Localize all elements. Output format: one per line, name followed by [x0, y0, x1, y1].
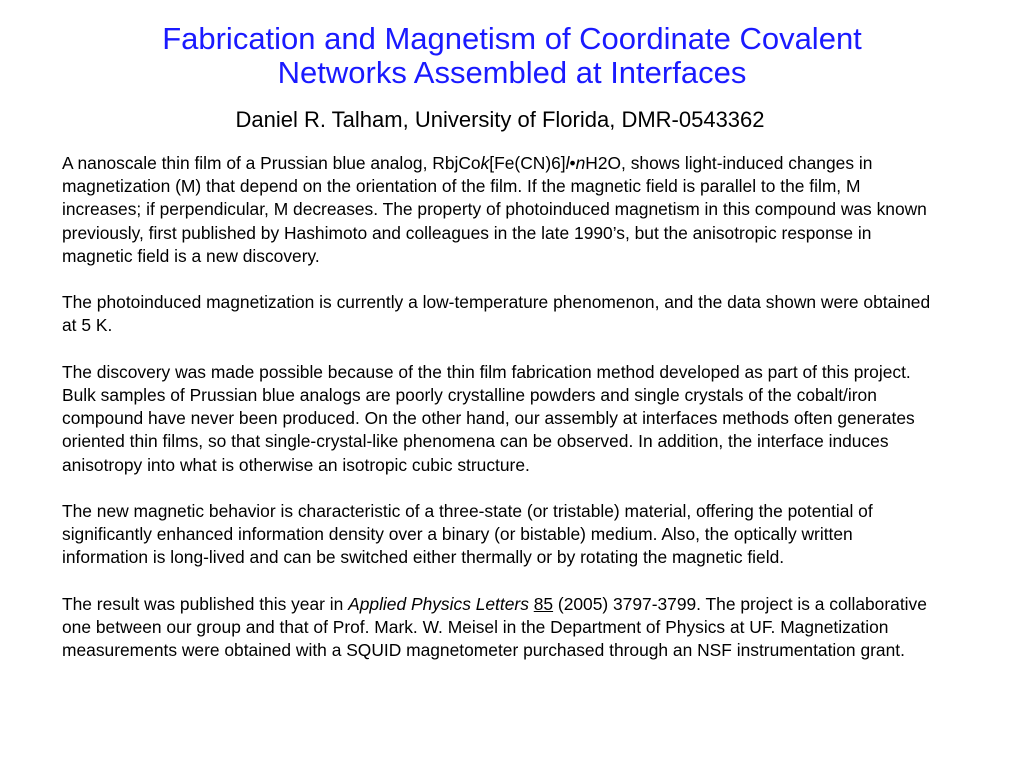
journal-volume: 85: [533, 593, 554, 614]
paragraph-3: The discovery was made possible because of the thin film fabrication method developed as part of this project. Bulk samples of Prussian blue analogs are poorly crystalline powders and single crystals of the cobalt/iron compound have never been produced. On the other hand, our assembly at interfaces methods often generates oriented thin films, so that single-crystal-like phenomena can be observed. In addition, the interface induces anisotropy into what is otherwise an isotropic cubic structure.: [62, 361, 915, 475]
paragraph-2: The photoinduced magnetization is currently a low-temperature phenomenon, and the data shown were obtained at 5 K.: [62, 292, 931, 336]
p1-bullet: •: [569, 153, 576, 173]
author-line: Daniel R. Talham, University of Florida, DMR-0543362: [235, 107, 765, 132]
p1-subscript-l: l: [565, 153, 570, 173]
journal-name: Applied Physics Letters: [348, 593, 529, 614]
title-line-1: Fabrication and Magnetism of Coordinate Covalent: [162, 21, 862, 56]
p1-subscript-n: n: [575, 153, 586, 173]
p1-subscript-k: k: [480, 153, 490, 173]
paragraph-1: [62, 152, 942, 268]
body-text: [62, 152, 942, 662]
p1-text-a: A nanoscale thin film of a Prussian blue analog, RbjCo: [62, 153, 481, 173]
p5-text-a: The result was published this year in: [62, 593, 349, 614]
slide-title: [0, 22, 1024, 90]
title-line-2: Networks Assembled at Interfaces: [277, 55, 747, 90]
p5-text-b: (2005) 3797-3799. The project is a collaborative one between our group and that of Prof. Mark. W. Meisel in the Department of Physics at UF. Magnetization measurements were obtained with a SQUID magnetometer purchased through an NSF instrumentation grant.: [62, 593, 927, 661]
p1-text-g: H2O, shows light-induced changes in magnetization (M) that depend on the orientation of the film. If the magnetic field is parallel to the film, M increases; if perpendicular, M decreases. The property of photoinduced magnetism in this compound was known previously, first published by Hashimoto and colleagues in the late 1990’s, but the anisotropic response in magnetic field is a new discovery.: [62, 153, 927, 266]
paragraph-4: The new magnetic behavior is characteristic of a three-state (or tristable) material, offering the potential of significantly enhanced information density over a binary (or bistable) medium. Also, the optically written information is long-lived and can be switched either thermally or by rotating the magnetic field.: [62, 501, 873, 568]
p1-text-c: [Fe(CN)6]: [489, 153, 566, 173]
paragraph-5: [62, 593, 942, 663]
